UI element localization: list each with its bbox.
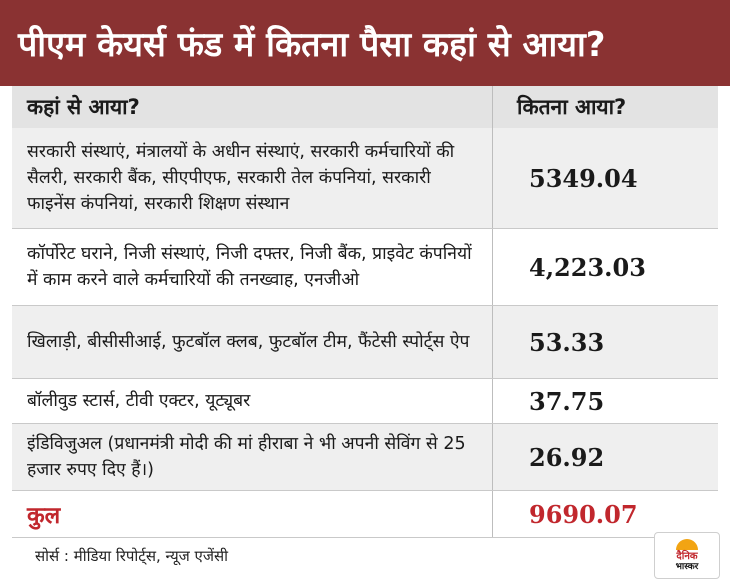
total-label: कुल [27, 503, 61, 529]
column-header-source: कहां से आया? [27, 95, 140, 119]
logo-line-1: दैनिक [676, 551, 698, 562]
row-source: इंडिविजुअल (प्रधानमंत्री मोदी की मां हीराबा ने भी अपनी सेविंग से 25 हजार रुपए दिए हैं।) [27, 434, 466, 480]
row-amount: 26.92 [492, 424, 718, 490]
row-source: बॉलीवुड स्टार्स, टीवी एक्टर, यूट्यूबर [27, 391, 251, 411]
row-source: सरकारी संस्थाएं, मंत्रालयों के अधीन संस्थाएं, सरकारी कर्मचारियों की सैलरी, सरकारी बैंक, सीएपीएफ, सरकारी तेल कंपनियां, सरकारी फाइनेंस कंपनियां, सरकारी शिक्षण संस्थान [27, 142, 455, 214]
column-header-amount: कितना आया? [492, 86, 718, 128]
table-header [12, 86, 718, 128]
funds-table [12, 86, 718, 538]
row-source: कॉर्पोरेट घराने, निजी संस्थाएं, निजी दफ्तर, निजी बैंक, प्राइवेट कंपनियों में काम करने वाले कर्मचारियों की तनख्वाह, एनजीओ [27, 244, 472, 290]
row-amount: 37.75 [492, 379, 718, 423]
row-amount: 53.33 [492, 306, 718, 378]
table-row [12, 379, 718, 424]
row-amount: 4,223.03 [492, 229, 718, 305]
row-source: खिलाड़ी, बीसीसीआई, फुटबॉल क्लब, फुटबॉल टीम, फैंटेसी स्पोर्ट्स ऐप [27, 332, 470, 352]
source-note: सोर्स : मीडिया रिपोर्ट्स, न्यूज एजेंसी [35, 547, 229, 565]
logo-line-2: भास्कर [675, 562, 699, 572]
dainik-bhaskar-logo [654, 532, 720, 579]
table-row [12, 229, 718, 306]
sun-icon [676, 539, 698, 550]
table-row [12, 424, 718, 491]
total-amount: 9690.07 [492, 491, 718, 537]
page-title: पीएम केयर्स फंड में कितना पैसा कहां से आया? [0, 0, 730, 86]
table-row [12, 306, 718, 379]
table-row [12, 128, 718, 229]
row-amount: 5349.04 [492, 128, 718, 228]
total-row [12, 491, 718, 538]
